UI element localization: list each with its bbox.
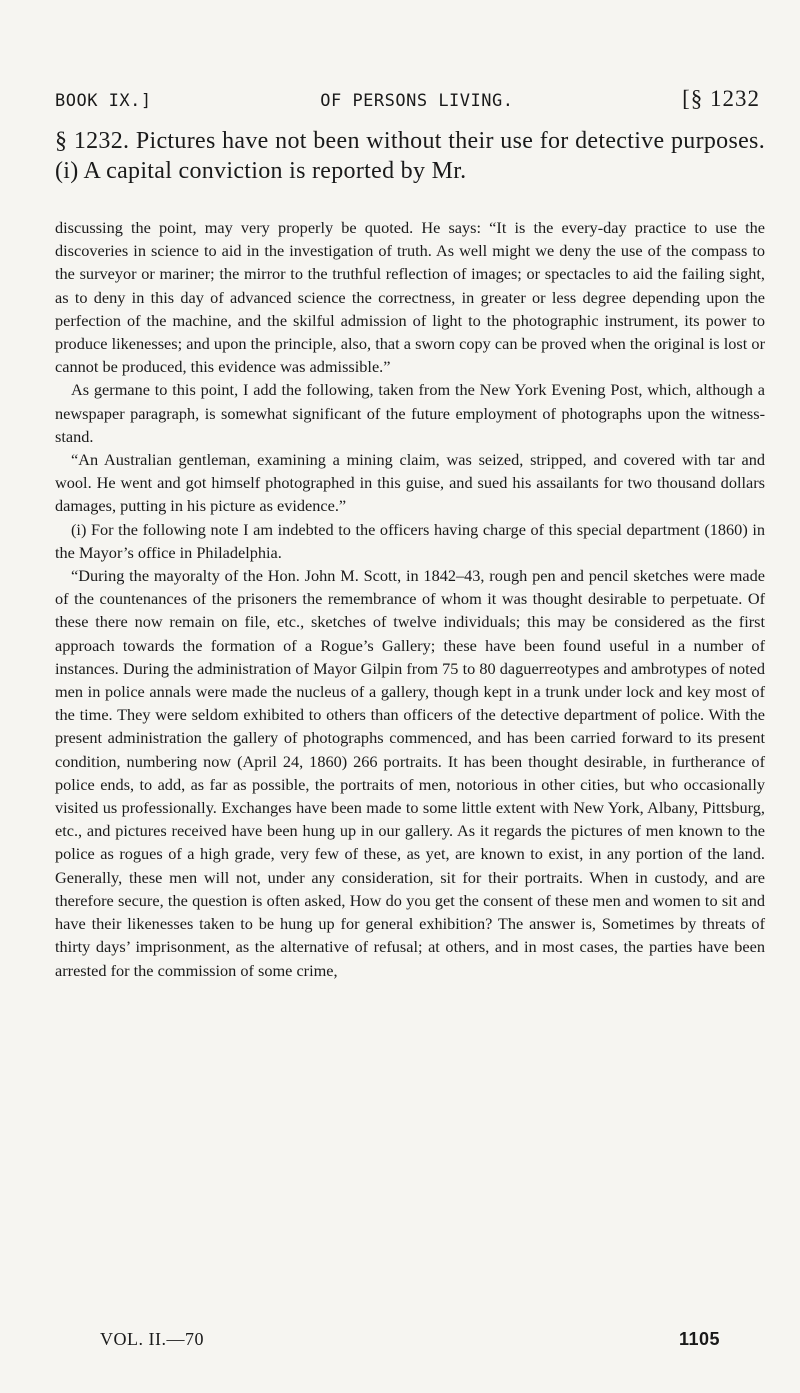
paragraph-germane: As germane to this point, I add the following, taken from the New York Evening Post, which, although a newspaper paragraph, is somewhat significant of the future employment of photographs upon the witness-stand. (55, 380, 765, 446)
running-header (55, 86, 760, 112)
paragraph-australian: “An Australian gentleman, examining a mining claim, was seized, stripped, and covered with tar and wool. He went and got himself photographed in this guise, and sued his assailants for two thousand dollars damages, putting in his picture as evidence.” (55, 450, 765, 516)
header-title: OF PERSONS LIVING. (320, 91, 514, 111)
paragraph-quote-continuation: discussing the point, may very properly be quoted. He says: “It is the every-day practice to use the discoveries in science to aid in the investigation of truth. As well might we deny the use of the compass to the surveyor or mariner; the mirror to the truthful reflection of images; or spectacles to aid the failing sight, as to deny in this day of advanced science the correctness, in greater or less degree depending upon the perfection of the machine, and the skilful admission of light to the photographic instrument, its power to produce likenesses; and upon the principle, also, that a sworn copy can be proved when the original is lost or cannot be produced, this evidence was admissible.” (55, 218, 765, 377)
footnote-text (55, 216, 765, 982)
page-number: 1105 (678, 1329, 720, 1349)
header-section: [§ 1232 (682, 86, 760, 111)
volume-signature: VOL. II.—70 (100, 1329, 204, 1349)
page-footer (100, 1329, 720, 1350)
header-book: BOOK IX.] (55, 91, 152, 111)
section-lead: § 1232. Pictures have not been without their use for detective purposes.(i) A capital conviction is reported by Mr. (55, 128, 765, 184)
paragraph-note-i: (i) For the following note I am indebted to the officers having charge of this special department (1860) in the Mayor’s office in Philadelphia. (55, 519, 765, 562)
paragraph-rogues-gallery: “During the mayoralty of the Hon. John M. Scott, in 1842–43, rough pen and pencil sketches were made of the countenances of the prisoners the remembrance of whom it was thought desirable to perpetuate. Of these there now remain on file, etc., sketches of twelve individuals; this may be considered as the first approach towards the formation of a Rogue’s Gallery; these have been found useful in a number of instances. During the administration of Mayor Gilpin from 75 to 80 daguerreotypes and ambrotypes of noted men in police annals were made the nucleus of a gallery, though kept in a trunk under lock and key most of the time. They were seldom exhibited to others than officers of the detective department of police. With the present administration the gallery of photographs commenced, and has been carried forward to its present condition, numbering now (April 24, 1860) 266 portraits. It has been thought desirable, in furtherance of police ends, to add, as far as possible, the portraits of men, notorious in other cities, but who occasionally visited us professionally. Exchanges have been made to some little extent with New York, Albany, Pittsburg, etc., and pictures received have been hung up in our gallery. As it regards the pictures of men known to the police as rogues of a high grade, very few of these, as yet, are known to exist, in any portion of the land. Generally, these men will not, under any consideration, sit for their portraits. When in custody, and are therefore secure, the question is often asked, How do you get the consent of these men and women to sit and have their likenesses taken to be hung up for general exhibition? The answer is, Sometimes by threats of thirty days’ imprisonment, as the alternative of refusal; at others, and in most cases, the parties have been arrested for the commission of some crime, (55, 566, 765, 980)
